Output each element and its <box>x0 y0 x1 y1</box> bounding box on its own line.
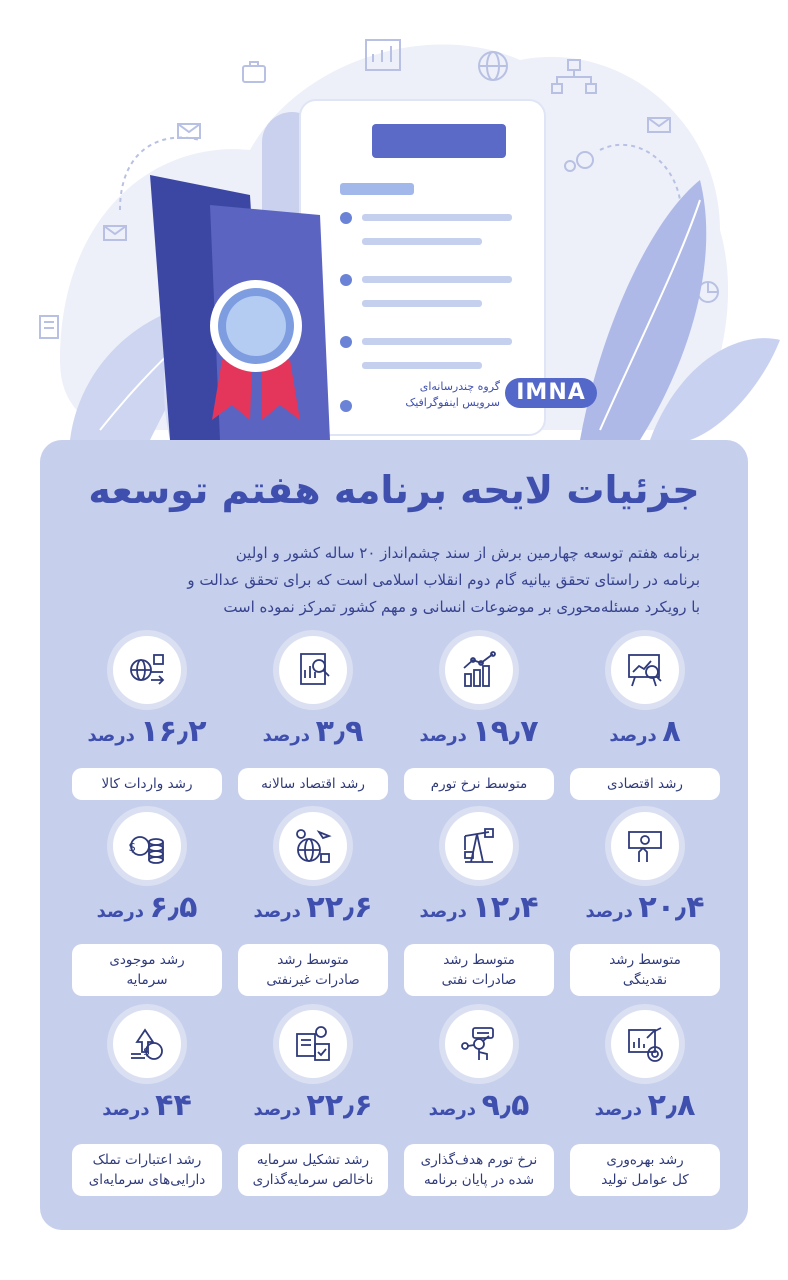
page-title: جزئیات لایحه برنامه هفتم توسعه <box>88 468 700 512</box>
target-click-icon <box>445 1010 513 1078</box>
stat-card <box>394 1010 564 1188</box>
analytics-gear-icon <box>611 1010 679 1078</box>
stat-label: رشد تشکیل سرمایه ناخالص سرمایه‌گذاری <box>238 1144 388 1196</box>
intro-line: با رویکرد مسئله‌محوری بر موضوعات انسانی و مهم کشور تمرکز نموده است <box>223 598 700 616</box>
stat-value: ۲۲٫۶ درصد <box>253 1088 373 1123</box>
growth-chart-icon <box>445 636 513 704</box>
brand-line2: سرویس اینفوگرافیک <box>405 396 500 409</box>
stat-value: ۲٫۸ درصد <box>594 1088 696 1123</box>
stat-card <box>560 1010 730 1188</box>
stat-card <box>228 636 398 806</box>
stat-label: رشد اقتصاد سالانه <box>238 768 388 800</box>
stat-label: متوسط رشد صادرات غیرنفتی <box>238 944 388 996</box>
stat-card <box>62 812 232 988</box>
stat-label: رشد اقتصادی <box>570 768 720 800</box>
report-search-icon <box>279 636 347 704</box>
cash-hand-icon <box>611 812 679 880</box>
stat-value: ۴۴ درصد <box>102 1088 192 1123</box>
stat-label: رشد بهره‌وری کل عوامل تولید <box>570 1144 720 1196</box>
stat-card <box>394 636 564 806</box>
stat-card <box>228 1010 398 1188</box>
stat-value: ۱۶٫۲ درصد <box>87 714 207 749</box>
stat-label: رشد اعتبارات تملک دارایی‌های سرمایه‌ای <box>72 1144 222 1196</box>
stat-label: رشد واردات کالا <box>72 768 222 800</box>
coins-icon <box>113 812 181 880</box>
brand-line1: گروه چندرسانه‌ای <box>419 380 500 393</box>
stat-label: نرخ تورم هدف‌گذاری شده در پایان برنامه <box>404 1144 554 1196</box>
stat-value: ۲۲٫۶ درصد <box>253 890 373 925</box>
stat-value: ۱۲٫۴ درصد <box>419 890 539 925</box>
document-icon <box>40 316 58 338</box>
oil-pump-icon <box>445 812 513 880</box>
presentation-chart-icon <box>611 636 679 704</box>
stat-card <box>394 812 564 988</box>
stat-value: ۶٫۵ درصد <box>96 890 198 925</box>
stat-card <box>560 636 730 806</box>
intro-paragraph <box>90 540 700 621</box>
stat-value: ۸ درصد <box>609 714 681 749</box>
global-import-icon <box>113 636 181 704</box>
svg-text:$: $ <box>143 1045 150 1058</box>
stat-label: متوسط نرخ تورم <box>404 768 554 800</box>
money-up-icon <box>113 1010 181 1078</box>
stat-card <box>62 636 232 806</box>
stat-card <box>560 812 730 988</box>
stat-label: متوسط رشد صادرات نفتی <box>404 944 554 996</box>
svg-text:$: $ <box>128 840 136 854</box>
stat-value: ۲۰٫۴ درصد <box>585 890 705 925</box>
stat-value: ۱۹٫۷ درصد <box>419 714 539 749</box>
global-export-icon <box>279 812 347 880</box>
hero-illustration <box>0 0 788 460</box>
stat-label: رشد موجودی سرمایه <box>72 944 222 996</box>
stat-value: ۳٫۹ درصد <box>262 714 364 749</box>
stat-value: ۹٫۵ درصد <box>428 1088 530 1123</box>
stat-label: متوسط رشد نقدینگی <box>570 944 720 996</box>
brand-logo-text: IMNA <box>516 380 586 405</box>
intro-line: برنامه هفتم توسعه چهارمین برش از سند چشم‌انداز ۲۰ ساله کشور و اولین <box>235 544 700 562</box>
briefcase-icon <box>243 62 265 82</box>
stat-card <box>62 1010 232 1188</box>
intro-line: برنامه در راستای تحقق بیانیه گام دوم انقلاب اسلامی است که برای تحقق عدالت و <box>187 571 700 589</box>
investment-doc-icon <box>279 1010 347 1078</box>
stat-card <box>228 812 398 988</box>
